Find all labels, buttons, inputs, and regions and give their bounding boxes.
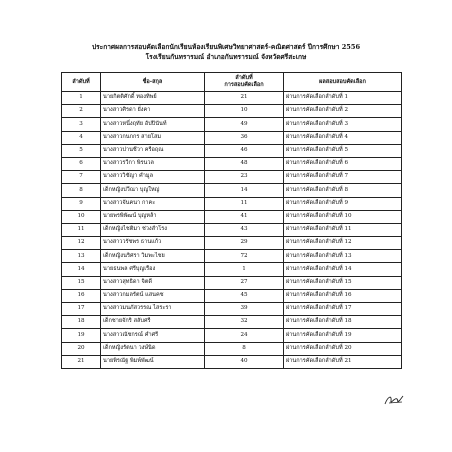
cell-name: นางสาวปานชีวา ครีอฤณ (101, 144, 205, 157)
cell-no: 13 (62, 250, 101, 263)
table-row (62, 197, 402, 210)
cell-name: นางสาววิชัญา คำมูล (101, 171, 205, 184)
column-header-rank (205, 73, 284, 92)
cell-no: 21 (62, 355, 101, 368)
table-body (62, 92, 402, 369)
table-row (62, 276, 402, 289)
table-row (62, 250, 402, 263)
cell-no: 17 (62, 303, 101, 316)
cell-rank: 43 (205, 223, 284, 236)
cell-name: นายกิตติศักดิ์ ทองทิพย์ (101, 92, 205, 105)
cell-name: นายธนพล ศรีบุญเรือง (101, 263, 205, 276)
cell-result: ผ่านการคัดเลือกลำดับที่ 3 (284, 118, 402, 131)
column-header-rank-line2: การสอบคัดเลือก (224, 82, 264, 88)
cell-rank: 29 (205, 237, 284, 250)
cell-result: ผ่านการคัดเลือกลำดับที่ 19 (284, 329, 402, 342)
table-row (62, 223, 402, 236)
cell-no: 12 (62, 237, 101, 250)
cell-name: นางสาวรวีกา พิรนวล (101, 157, 205, 170)
cell-name: เด็กหญิงปวีณา บุญใหญ่ (101, 184, 205, 197)
cell-result: ผ่านการคัดเลือกลำดับที่ 7 (284, 171, 402, 184)
cell-name: เด็กหญิงไชติมา ช่วงสำโรง (101, 223, 205, 236)
table-row (62, 184, 402, 197)
cell-rank: 40 (205, 355, 284, 368)
column-header-name: ชื่อ-สกุล (101, 73, 205, 92)
cell-result: ผ่านการคัดเลือกลำดับที่ 21 (284, 355, 402, 368)
cell-result: ผ่านการคัดเลือกลำดับที่ 10 (284, 210, 402, 223)
cell-result: ผ่านการคัดเลือกลำดับที่ 9 (284, 197, 402, 210)
cell-result: ผ่านการคัดเลือกลำดับที่ 4 (284, 131, 402, 144)
cell-no: 8 (62, 184, 101, 197)
cell-no: 1 (62, 92, 101, 105)
cell-rank: 72 (205, 250, 284, 263)
cell-rank: 23 (205, 171, 284, 184)
cell-rank: 27 (205, 276, 284, 289)
cell-no: 20 (62, 342, 101, 355)
table-row (62, 157, 402, 170)
cell-rank: 24 (205, 329, 284, 342)
cell-no: 19 (62, 329, 101, 342)
cell-no: 7 (62, 171, 101, 184)
cell-rank: 46 (205, 144, 284, 157)
cell-name: เด็กหญิงนริศรา วิมพะไชย (101, 250, 205, 263)
cell-rank: 49 (205, 118, 284, 131)
table-row (62, 355, 402, 368)
table-row (62, 92, 402, 105)
cell-rank: 1 (205, 263, 284, 276)
cell-rank: 41 (205, 210, 284, 223)
table-row (62, 171, 402, 184)
cell-no: 2 (62, 105, 101, 118)
cell-rank: 8 (205, 342, 284, 355)
cell-result: ผ่านการคัดเลือกลำดับที่ 15 (284, 276, 402, 289)
cell-result: ผ่านการคัดเลือกลำดับที่ 13 (284, 250, 402, 263)
cell-result: ผ่านการคัดเลือกลำดับที่ 5 (284, 144, 402, 157)
cell-no: 6 (62, 157, 101, 170)
cell-result: ผ่านการคัดเลือกลำดับที่ 14 (284, 263, 402, 276)
table-row (62, 210, 402, 223)
cell-rank: 36 (205, 131, 284, 144)
cell-name: นางสาวศิรดา ยั่งคา (101, 105, 205, 118)
cell-name: นางสาวจันคนา กาคะ (101, 197, 205, 210)
table-row (62, 289, 402, 302)
table-row (62, 342, 402, 355)
cell-rank: 48 (205, 157, 284, 170)
cell-no: 4 (62, 131, 101, 144)
cell-rank: 39 (205, 303, 284, 316)
cell-rank: 32 (205, 316, 284, 329)
cell-no: 9 (62, 197, 101, 210)
table-row (62, 144, 402, 157)
cell-result: ผ่านการคัดเลือกลำดับที่ 20 (284, 342, 402, 355)
table-row (62, 329, 402, 342)
cell-result: ผ่านการคัดเลือกลำดับที่ 6 (284, 157, 402, 170)
cell-no: 10 (62, 210, 101, 223)
table-row (62, 316, 402, 329)
table-header-row (62, 73, 402, 92)
cell-rank: 11 (205, 197, 284, 210)
table-row (62, 303, 402, 316)
cell-rank: 14 (205, 184, 284, 197)
cell-result: ผ่านการคัดเลือกลำดับที่ 12 (284, 237, 402, 250)
cell-no: 14 (62, 263, 101, 276)
cell-no: 15 (62, 276, 101, 289)
cell-name: นางสาวกมลรัตน์ แสนคช (101, 289, 205, 302)
table-row (62, 263, 402, 276)
cell-result: ผ่านการคัดเลือกลำดับที่ 18 (284, 316, 402, 329)
cell-rank: 21 (205, 92, 284, 105)
cell-no: 5 (62, 144, 101, 157)
cell-result: ผ่านการคัดเลือกลำดับที่ 2 (284, 105, 402, 118)
cell-name: นางสาวมนภัสวรรณ ไสระรา (101, 303, 205, 316)
cell-name: นางสาวกนกกร สายโสม (101, 131, 205, 144)
table-row (62, 105, 402, 118)
cell-name: นางสาวหนึ่งฤทัย อัปปินันท์ (101, 118, 205, 131)
cell-result: ผ่านการคัดเลือกลำดับที่ 11 (284, 223, 402, 236)
cell-result: ผ่านการคัดเลือกลำดับที่ 1 (284, 92, 402, 105)
cell-name: นายพรพิพัฒน์ บุญหล้า (101, 210, 205, 223)
table-row (62, 118, 402, 131)
cell-no: 18 (62, 316, 101, 329)
cell-no: 11 (62, 223, 101, 236)
column-header-rank-line1: ลำดับที่ (235, 75, 253, 81)
table-row (62, 237, 402, 250)
results-table (61, 72, 402, 369)
cell-rank: 45 (205, 289, 284, 302)
cell-result: ผ่านการคัดเลือกลำดับที่ 8 (284, 184, 402, 197)
table-row (62, 131, 402, 144)
cell-result: ผ่านการคัดเลือกลำดับที่ 16 (284, 289, 402, 302)
cell-result: ผ่านการคัดเลือกลำดับที่ 17 (284, 303, 402, 316)
cell-name: นายพิรณัฐ พิมพ์พัฒน์ (101, 355, 205, 368)
cell-name: เด็กชายจักริ สลับศรี (101, 316, 205, 329)
cell-name: นางสาวสุทธิดา จิตดี (101, 276, 205, 289)
cell-name: นางสาววรัชพร ธานแก้ว (101, 237, 205, 250)
column-header-result: ผลสอบสอบคัดเลือก (284, 73, 402, 92)
signature-mark-icon (383, 393, 405, 407)
cell-rank: 10 (205, 105, 284, 118)
cell-no: 16 (62, 289, 101, 302)
document-title: ประกาศผลการสอบคัดเลือกนักเรียนห้องเรียนพิเศษวิทยาศาสตร์-คณิตศาสตร์ ปีการศึกษา 2556 (91, 43, 361, 51)
cell-name: เด็กหญิงรัตนา วงษ์นิด (101, 342, 205, 355)
document-subtitle: โรงเรียนกันทรารมณ์ อำเภอกันทรารมณ์ จังหวัดศรีสะเกษ (145, 53, 307, 61)
cell-no: 3 (62, 118, 101, 131)
column-header-no: ลำดับที่ (62, 73, 101, 92)
cell-name: นางสาวณัชกรณ์ คำศรี (101, 329, 205, 342)
